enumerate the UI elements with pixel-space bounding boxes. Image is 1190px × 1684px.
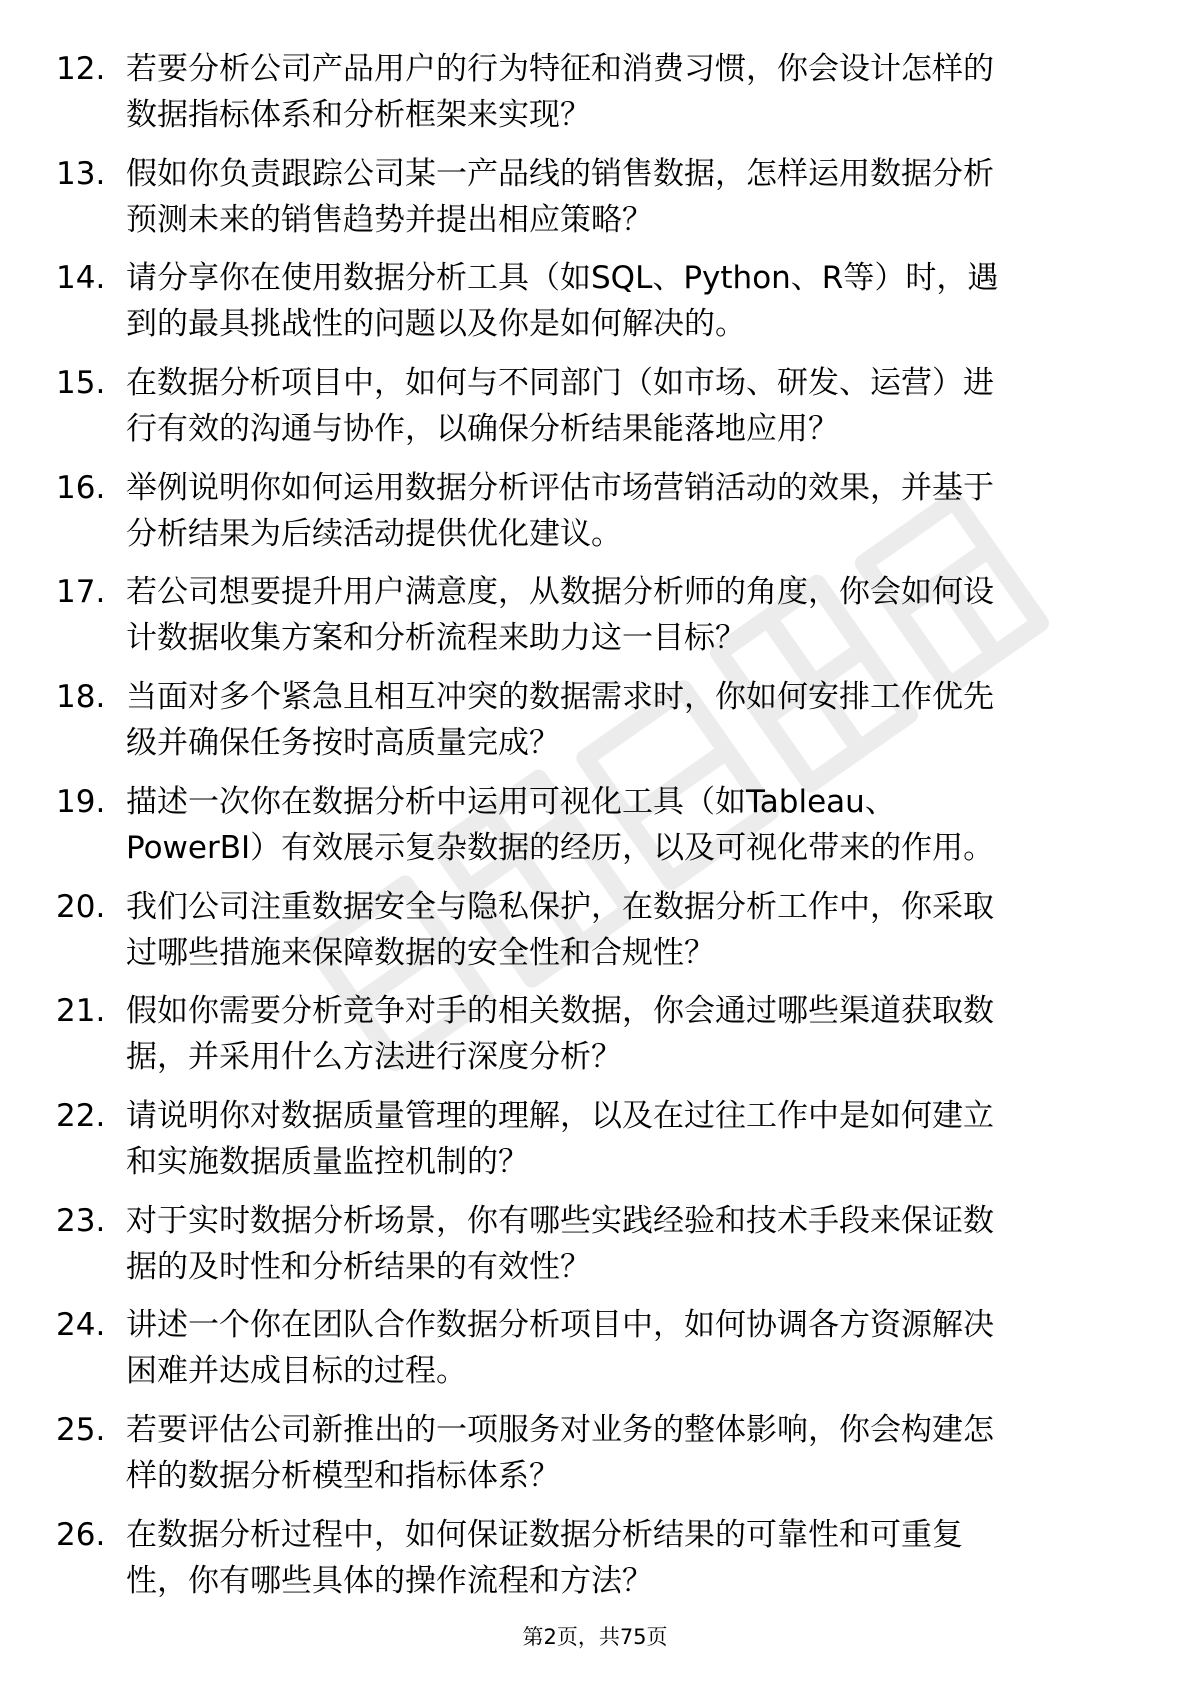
question-text-line: 请分享你在使用数据分析工具（如SQL、Python、R等）时，遇: [126, 260, 999, 297]
question-text-line: 据的及时性和分析结果的有效性？: [126, 1248, 591, 1285]
question-text-line: 若要评估公司新推出的一项服务对业务的整体影响，你会构建怎: [126, 1411, 994, 1448]
question-text: [126, 46, 1116, 138]
question-item: [56, 1302, 1116, 1407]
question-item: [56, 779, 1116, 884]
question-item: [56, 465, 1116, 570]
question-text-line: 样的数据分析模型和指标体系？: [126, 1457, 560, 1494]
question-text-line: 在数据分析项目中，如何与不同部门（如市场、研发、运营）进: [126, 365, 994, 402]
question-number: 17.: [56, 574, 106, 611]
question-text-line: 若要分析公司产品用户的行为特征和消费习惯，你会设计怎样的: [126, 51, 994, 87]
question-item: [56, 46, 1116, 151]
question-text: [126, 988, 1116, 1080]
question-item: [56, 674, 1116, 779]
question-item: [56, 988, 1116, 1093]
question-text-line: 请说明你对数据质量管理的理解，以及在过往工作中是如何建立: [126, 1097, 994, 1134]
question-item: [56, 360, 1116, 465]
question-text-line: 分析结果为后续活动提供优化建议。: [126, 515, 622, 552]
question-number: 19.: [56, 783, 106, 820]
question-text-line: 当面对多个紧急且相互冲突的数据需求时，你如何安排工作优先: [126, 679, 994, 716]
question-text-line: 和实施数据质量监控机制的？: [126, 1143, 529, 1180]
question-text: [126, 1512, 1116, 1604]
question-item: [56, 1512, 1116, 1617]
question-number: 21.: [56, 993, 106, 1030]
question-list: [56, 46, 1116, 1616]
question-number: 12.: [56, 51, 106, 87]
question-text-line: 过哪些措施来保障数据的安全性和合规性？: [126, 934, 715, 971]
question-number: 13.: [56, 155, 106, 192]
question-number: 25.: [56, 1411, 106, 1448]
question-text-line: 对于实时数据分析场景，你有哪些实践经验和技术手段来保证数: [126, 1202, 994, 1239]
question-number: 24.: [56, 1307, 106, 1344]
question-text: [126, 1407, 1116, 1499]
question-number: 14.: [56, 260, 106, 297]
question-text-line: 计数据收集方案和分析流程来助力这一目标？: [126, 620, 746, 657]
question-item: [56, 255, 1116, 360]
question-text-line: 讲述一个你在团队合作数据分析项目中，如何协调各方资源解决: [126, 1307, 994, 1344]
question-text: [126, 1093, 1116, 1185]
question-text: [126, 674, 1116, 766]
question-text: [126, 1302, 1116, 1394]
question-text: [126, 360, 1116, 452]
question-text-line: 举例说明你如何运用数据分析评估市场营销活动的效果，并基于: [126, 469, 994, 506]
question-text: [126, 569, 1116, 661]
question-item: [56, 1093, 1116, 1198]
question-text-line: 在数据分析过程中，如何保证数据分析结果的可靠性和可重复: [126, 1516, 963, 1553]
question-text-line: 到的最具挑战性的问题以及你是如何解决的。: [126, 306, 746, 343]
question-text-line: 假如你负责跟踪公司某一产品线的销售数据，怎样运用数据分析: [126, 155, 994, 192]
question-text-line: 我们公司注重数据安全与隐私保护，在数据分析工作中，你采取: [126, 888, 994, 925]
question-number: 15.: [56, 365, 106, 402]
question-number: 20.: [56, 888, 106, 925]
question-text-line: 数据指标体系和分析框架来实现？: [126, 97, 591, 133]
question-text-line: 据，并采用什么方法进行深度分析？: [126, 1039, 622, 1076]
question-number: 26.: [56, 1516, 106, 1553]
question-item: [56, 884, 1116, 989]
question-text: [126, 255, 1116, 347]
question-number: 16.: [56, 469, 106, 506]
question-text-line: 假如你需要分析竞争对手的相关数据，你会通过哪些渠道获取数: [126, 993, 994, 1030]
question-text-line: 级并确保任务按时高质量完成？: [126, 725, 560, 762]
question-text-line: 性，你有哪些具体的操作流程和方法？: [126, 1562, 653, 1599]
question-text: [126, 151, 1116, 243]
question-number: 23.: [56, 1202, 106, 1239]
question-item: [56, 1198, 1116, 1303]
question-text-line: 困难并达成目标的过程。: [126, 1353, 467, 1390]
question-text: [126, 884, 1116, 976]
question-text: [126, 779, 1116, 871]
question-number: 22.: [56, 1097, 106, 1134]
question-text-line: 预测未来的销售趋势并提出相应策略？: [126, 201, 653, 238]
question-text: [126, 465, 1116, 557]
question-text-line: 描述一次你在数据分析中运用可视化工具（如Tableau、: [126, 783, 896, 820]
question-item: [56, 151, 1116, 256]
page-number: 第2页，共75页: [522, 1625, 668, 1649]
question-item: [56, 1407, 1116, 1512]
question-text-line: 行有效的沟通与协作，以确保分析结果能落地应用？: [126, 411, 839, 448]
question-text-line: PowerBI）有效展示复杂数据的经历，以及可视化带来的作用。: [126, 829, 995, 866]
question-item: [56, 569, 1116, 674]
question-number: 18.: [56, 679, 106, 716]
question-text: [126, 1198, 1116, 1290]
question-text-line: 若公司想要提升用户满意度，从数据分析师的角度，你会如何设: [126, 574, 994, 611]
